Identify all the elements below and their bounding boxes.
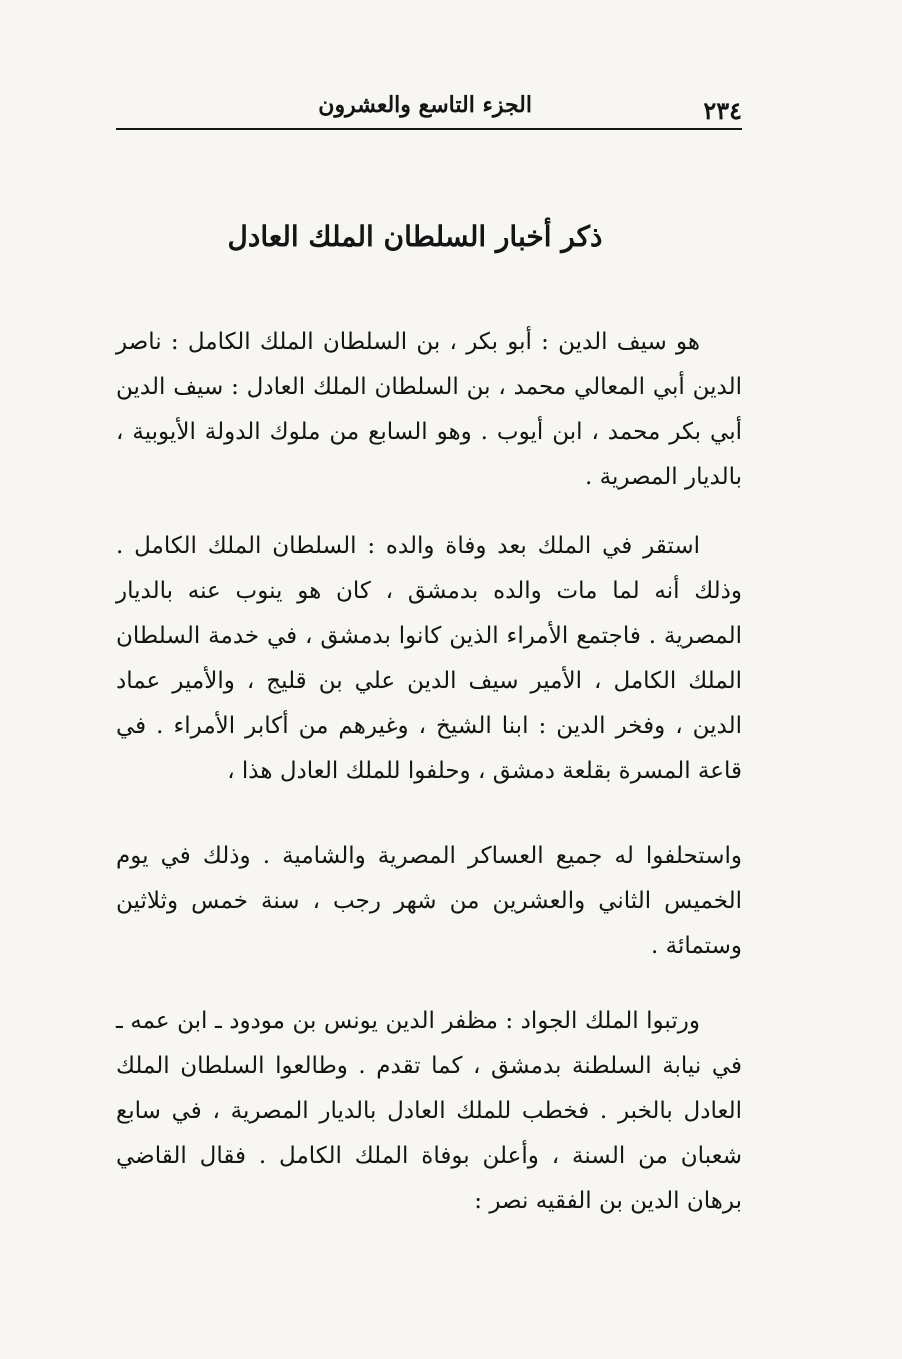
document-body (116, 320, 742, 1224)
chapter-title: ذكر أخبار السلطان الملك العادل (227, 220, 603, 253)
page-number: ٢٣٤ (703, 96, 742, 125)
paragraph-4: ورتبوا الملك الجواد : مظفر الدين يونس بن مودود ـ ابن عمه ـ في نيابة السلطنة بدمشق ، كما تقدم . وطالعوا السلطان الملك العادل بالخبر . فخطب للملك العادل بالديار المصرية ، في سابع شعبان من السنة ، وأعلن بوفاة الملك الكامل . فقال القاضي برهان الدين بن الفقيه نصر : (116, 1008, 742, 1214)
running-head: الجزء التاسع والعشرون (318, 92, 532, 118)
paragraph-1: هو سيف الدين : أبو بكر ، بن السلطان الملك الكامل : ناصر الدين أبي المعالي محمد ، بن السلطان الملك العادل : سيف الدين أبي بكر محمد ، ابن أيوب . وهو السابع من ملوك الدولة الأيوبية ، بالديار المصرية . (116, 329, 742, 490)
paragraph-3: واستحلفوا له جميع العساكر المصرية والشامية . وذلك في يوم الخميس الثاني والعشرين من شهر رجب ، سنة خمس وثلاثين وستمائة . (116, 843, 742, 959)
paragraph-2: استقر في الملك بعد وفاة والده : السلطان الملك الكامل . وذلك أنه لما مات والده بدمشق ، كان هو ينوب عنه بالديار المصرية . فاجتمع الأمراء الذين كانوا بدمشق ، في خدمة السلطان الملك الكامل ، الأمير سيف الدين علي بن قليج ، والأمير عماد الدين ، وفخر الدين : ابنا الشيخ ، وغيرهم من أكابر الأمراء . في قاعة المسرة بقلعة دمشق ، وحلفوا للملك العادل هذا ، (116, 533, 742, 784)
header-rule (116, 128, 742, 130)
page-header (116, 86, 742, 130)
